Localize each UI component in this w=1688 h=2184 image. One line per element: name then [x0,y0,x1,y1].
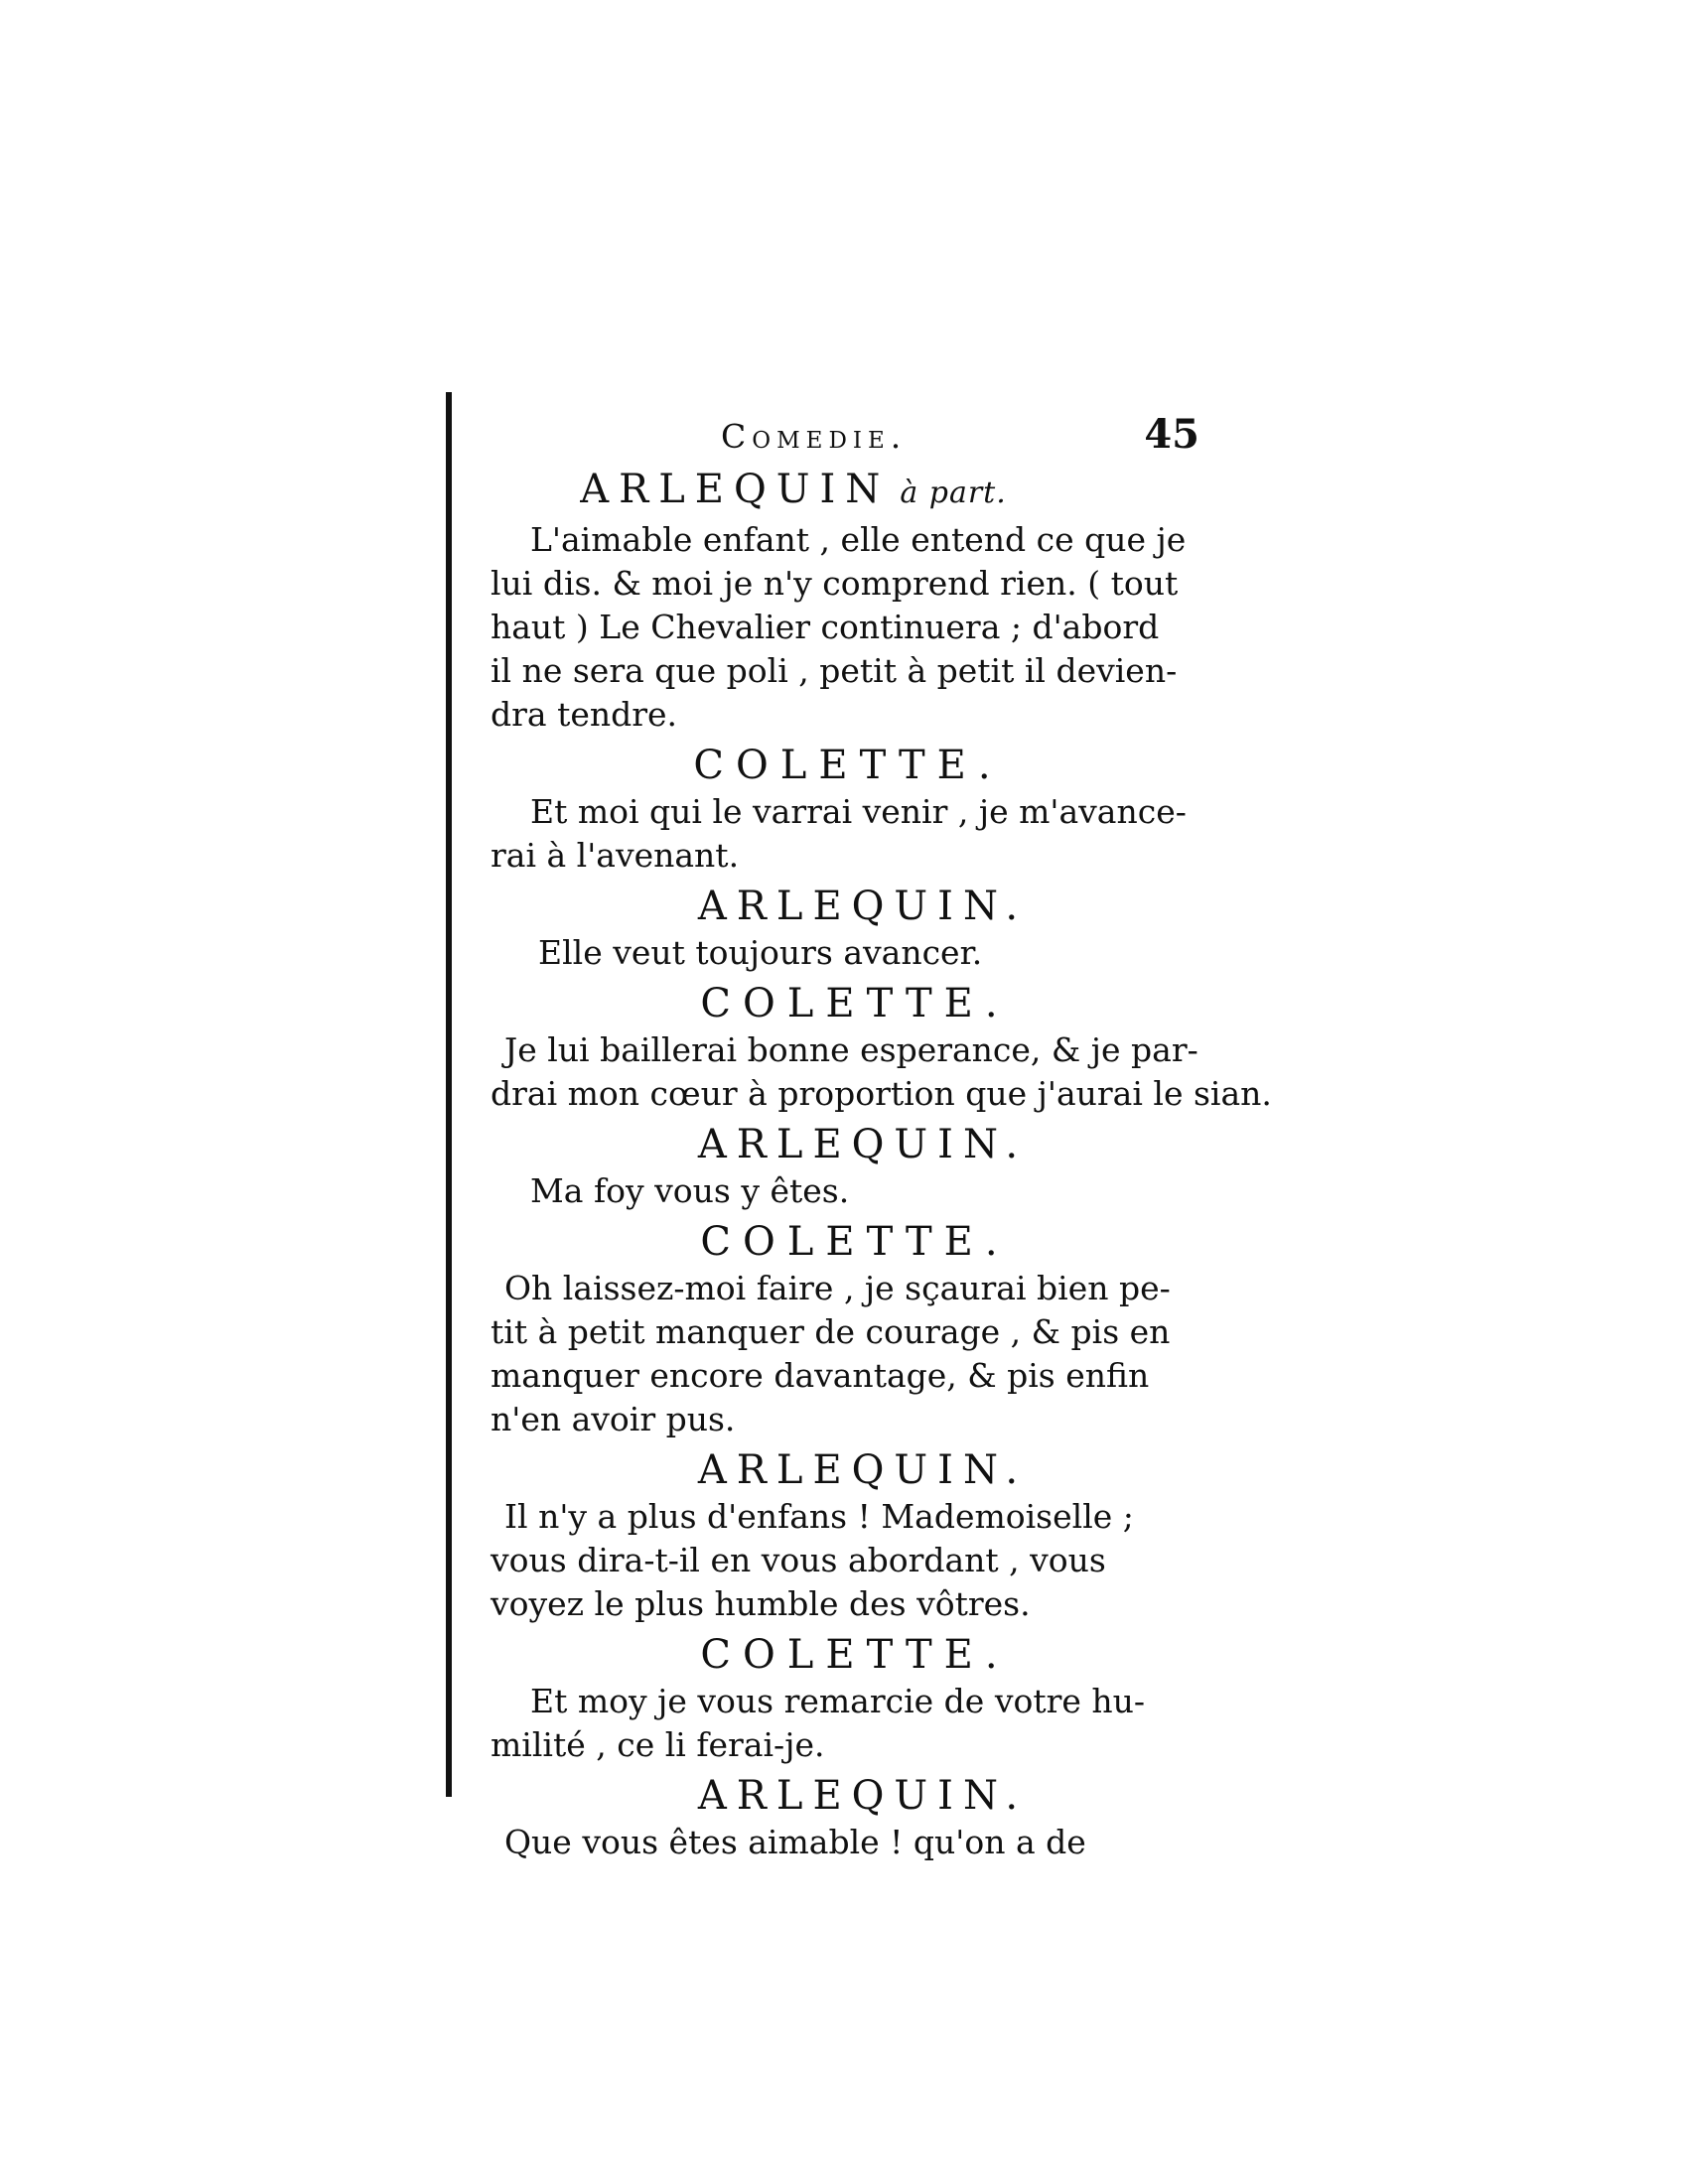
dialogue-block [491,882,1176,975]
speech-line: drai mon cœur à proportion que j'aurai le sian. [491,1074,1272,1113]
speech-line: milité , ce li ferai-je. [491,1725,825,1764]
dialogue-block [491,741,1187,878]
speaker-name: COLETTE. [700,981,1010,1026]
page-number: 45 [1144,411,1199,458]
speech-text [491,1169,1176,1213]
speech-text [491,1495,1176,1626]
speech-line: lui dis. & moi je n'y comprend rien. ( tout [491,564,1179,603]
speech-line: Oh laissez-moi faire , je sçaurai bien pe- [504,1269,1171,1307]
stage-direction: à part. [900,476,1007,510]
book-page [491,411,1272,1868]
speech-line: Il n'y a plus d'enfans ! Mademoiselle ; [504,1497,1134,1536]
speech-line: dra tendre. [491,695,678,734]
speech-text [491,1680,1176,1767]
speech-line: L'aimable enfant , elle entend ce que je [530,520,1187,559]
page-margin-rule [446,392,452,1797]
speaker-name: ARLEQUIN. [697,1773,1029,1819]
dialogue-block [491,1120,1176,1213]
speech-line: il ne sera que poli , petit à petit il devien- [491,651,1178,690]
speech-line: Et moy je vous remarcie de votre hu- [530,1682,1146,1720]
speech-text [491,1821,1176,1864]
speech-line: Ma foy vous y êtes. [530,1171,850,1210]
speech-text [491,518,1187,737]
dialogue-block [491,1217,1176,1441]
speech-text [491,1267,1176,1441]
speech-line: tit à petit manquer de courage , & pis en [491,1312,1171,1351]
speaker-name: COLETTE. [700,1219,1010,1265]
speech-line: haut ) Le Chevalier continuera ; d'abord [491,608,1160,646]
speaker-name: ARLEQUIN. [697,884,1029,929]
dialogue-block [491,979,1272,1116]
speaker-name: ARLEQUIN. [697,1122,1029,1167]
dialogue-block [491,1630,1176,1767]
running-head [491,411,1199,465]
speech-text [491,931,1176,975]
speaker-name: COLETTE. [700,1632,1010,1678]
speech-text [491,790,1187,878]
dialogue-block [491,465,1187,737]
speech-line: Et moi qui le varrai venir , je m'avance- [530,792,1187,831]
running-title: Comedie. [721,417,908,456]
dialogue-block [491,1445,1176,1626]
speech-line: vous dira-t-il en vous abordant , vous [491,1541,1106,1579]
speaker-name: COLETTE. [693,743,1003,788]
speech-line: Je lui baillerai bonne esperance, & je par- [504,1030,1198,1069]
speech-line: Que vous êtes aimable ! qu'on a de [504,1823,1086,1861]
speech-line: Elle veut toujours avancer. [538,933,983,972]
speech-line: n'en avoir pus. [491,1400,736,1438]
speech-line: rai à l'avenant. [491,836,740,875]
speech-text [491,1028,1272,1116]
speech-line: manquer encore davantage, & pis enfin [491,1356,1150,1395]
speaker-name [411,465,1176,518]
speaker-name: ARLEQUIN. [697,1447,1029,1493]
speech-line: voyez le plus humble des vôtres. [491,1584,1031,1623]
dialogue-block [491,1771,1176,1864]
speaker-label: ARLEQUIN [580,467,891,512]
